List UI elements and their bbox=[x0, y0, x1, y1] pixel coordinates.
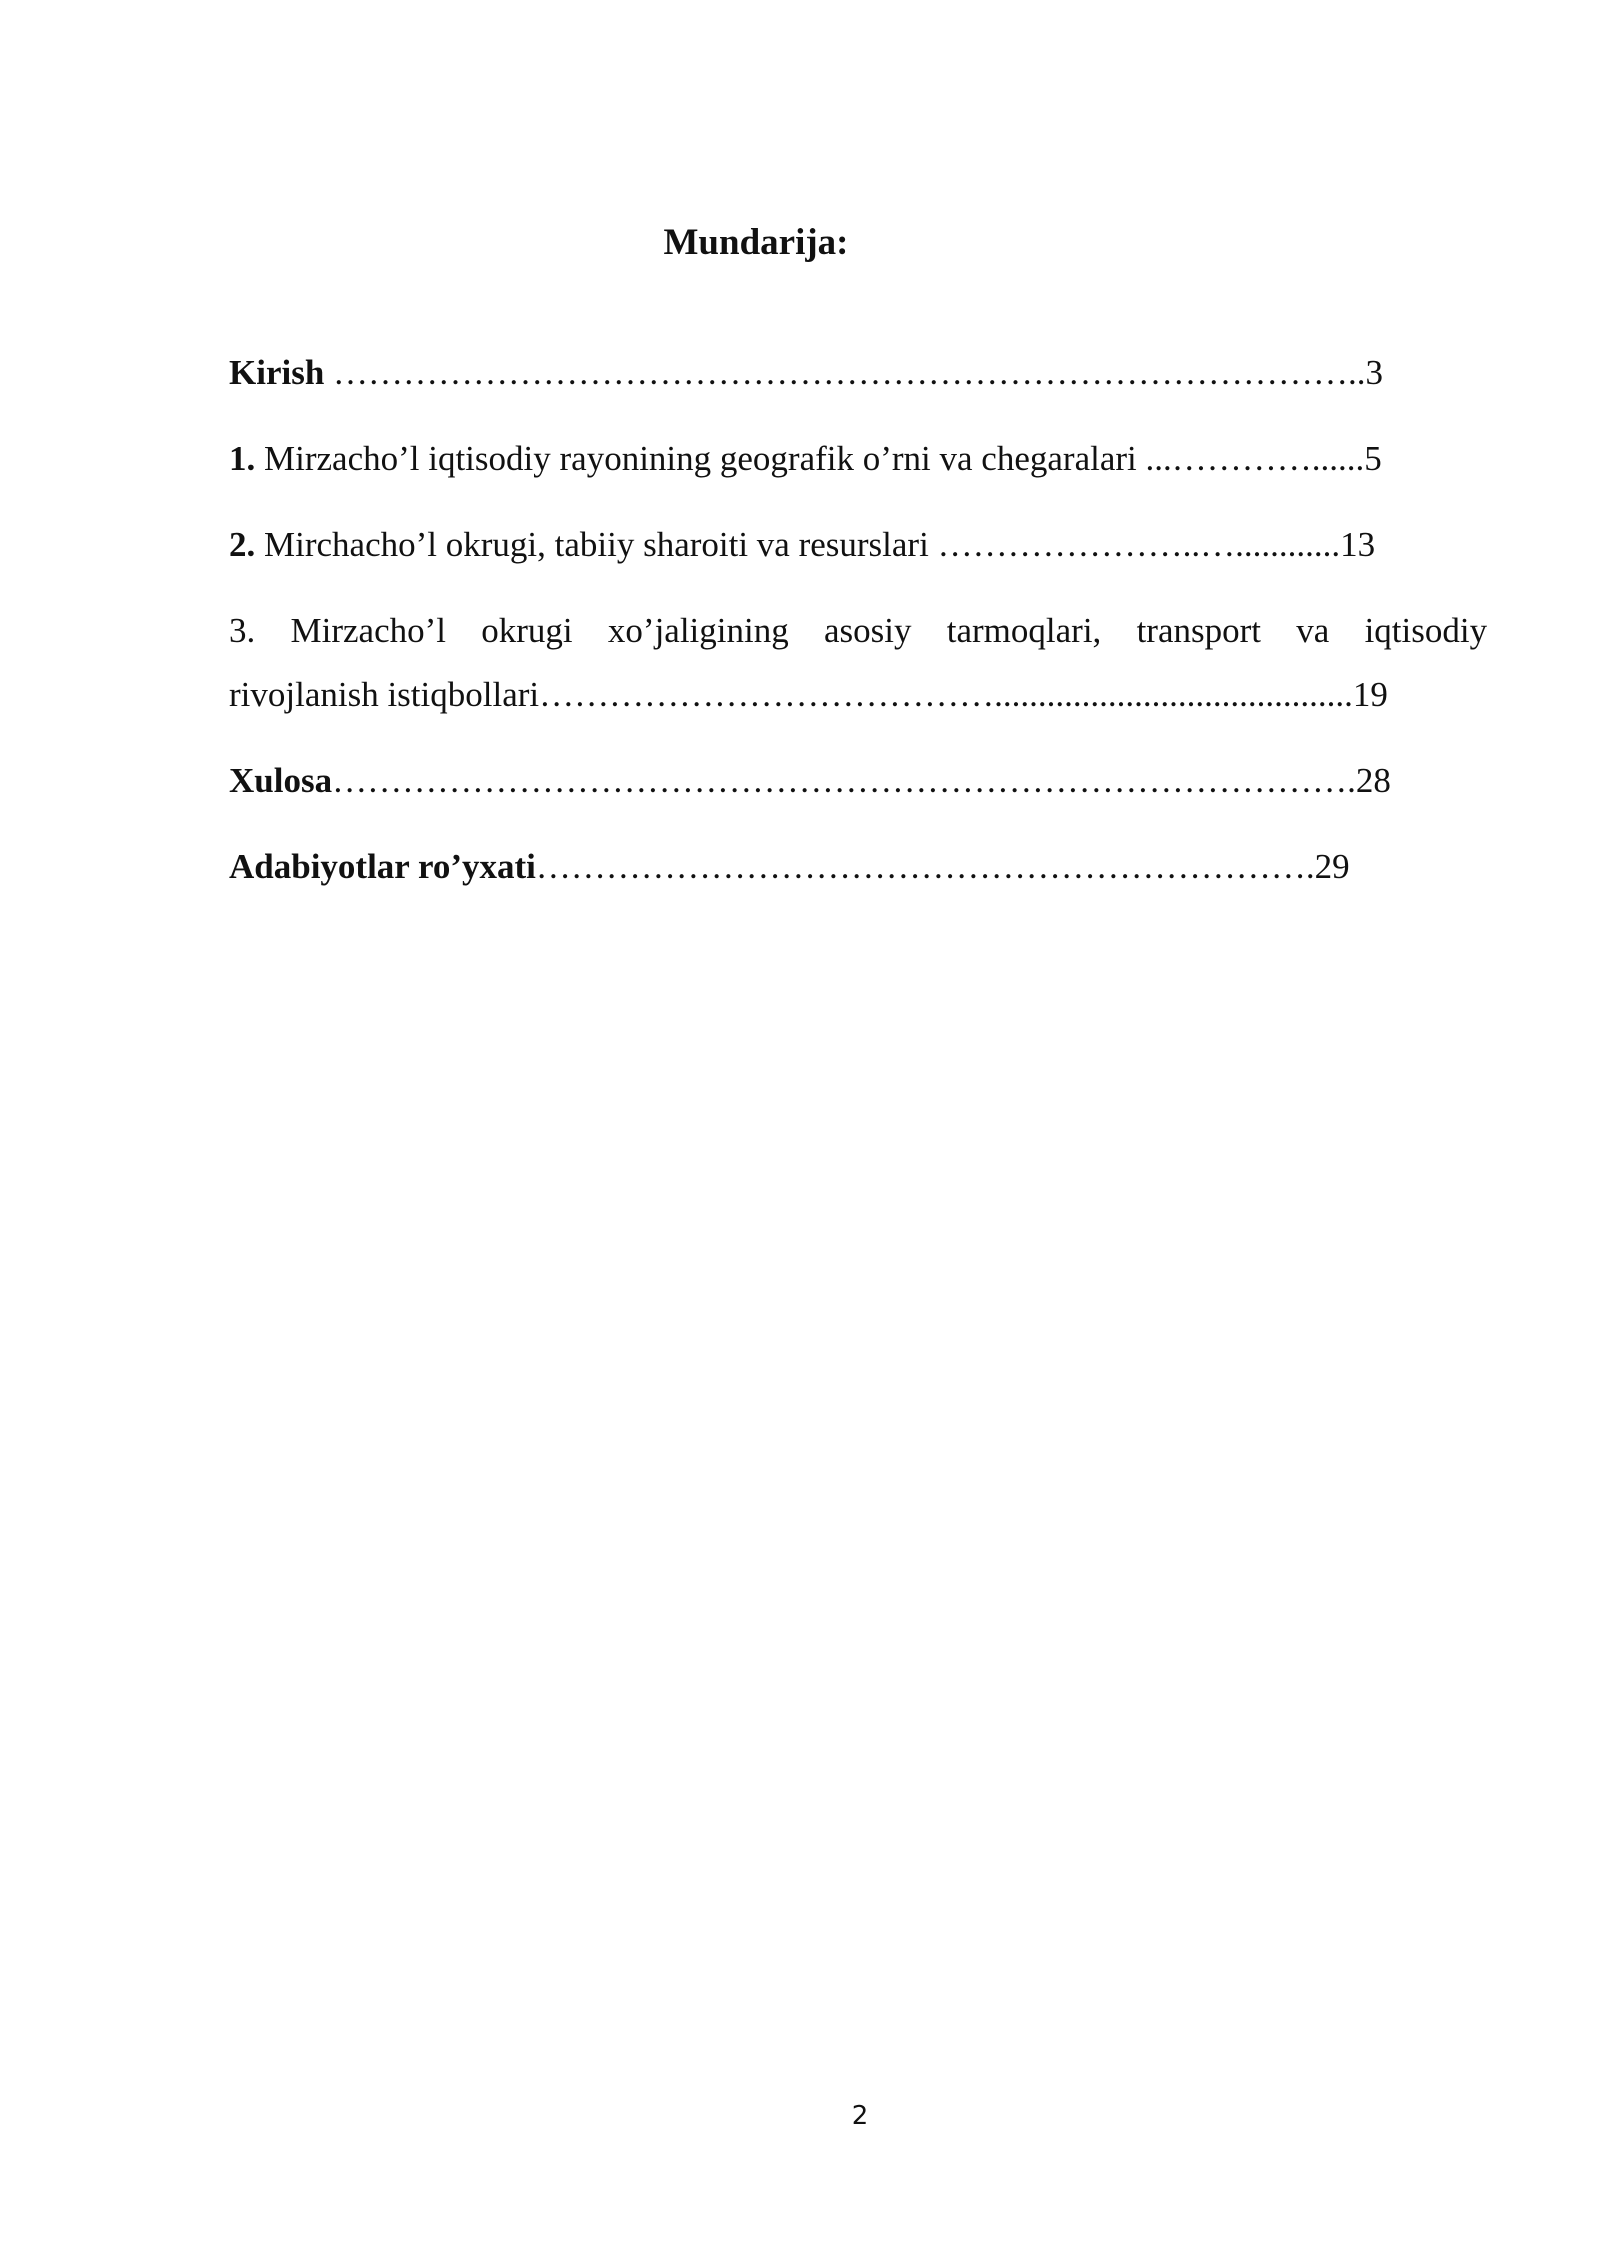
toc-page-number: 13 bbox=[1340, 525, 1376, 564]
toc-leader-dots: ……………………………………………………………………………. bbox=[332, 761, 1356, 800]
toc-entry-label: Kirish bbox=[229, 353, 325, 392]
toc-entry-word: va bbox=[1296, 611, 1330, 650]
toc-entry-word: Mirzacho’l bbox=[290, 611, 446, 650]
toc-entry-section-3-line-2 bbox=[229, 670, 1388, 720]
toc-entry-section-3-line-1 bbox=[229, 606, 1487, 656]
toc-entry-word: transport bbox=[1136, 611, 1261, 650]
toc-leader-dots: …………………………………......................................... bbox=[539, 675, 1353, 714]
toc-entry-text: Mirchacho’l okrugi, tabiiy sharoiti va resurslari bbox=[255, 525, 938, 564]
toc-entry-label: Xulosa bbox=[229, 761, 333, 800]
toc-entry-word: okrugi bbox=[481, 611, 573, 650]
toc-entry-word: tarmoqlari, bbox=[946, 611, 1102, 650]
toc-entry-text: Mirzacho’l iqtisodiy rayonining geografik o’rni va chegaralari bbox=[255, 439, 1146, 478]
toc-entry-text: rivojlanish istiqbollari bbox=[229, 675, 540, 714]
toc-entry-word: asosiy bbox=[824, 611, 912, 650]
toc-page-number: 19 bbox=[1352, 675, 1388, 714]
toc-page-number: 3 bbox=[1365, 353, 1384, 392]
toc-entry-kirish bbox=[229, 348, 1383, 398]
toc-leader-dots: …………………………………………………………………………….. bbox=[324, 353, 1366, 392]
toc-section-number: 1. bbox=[229, 439, 256, 478]
toc-leader-dots: …………………………………………………………. bbox=[535, 847, 1315, 886]
toc-leader-dots: …………………..…............ bbox=[937, 525, 1341, 564]
toc-page-number: 29 bbox=[1314, 847, 1350, 886]
toc-entry-adabiyotlar bbox=[229, 842, 1350, 892]
page-number: 2 bbox=[851, 2101, 869, 2131]
toc-section-number: 3. bbox=[229, 611, 256, 650]
toc-entry-word: xo’jaligining bbox=[607, 611, 789, 650]
toc-page-number: 28 bbox=[1355, 761, 1391, 800]
toc-entry-section-2 bbox=[229, 520, 1375, 570]
toc-section-number: 2. bbox=[229, 525, 256, 564]
toc-entry-xulosa bbox=[229, 756, 1391, 806]
toc-entry-word: iqtisodiy bbox=[1364, 611, 1488, 650]
page-title: Mundarija: bbox=[663, 222, 849, 263]
toc-page-number: 5 bbox=[1364, 439, 1382, 478]
toc-leader-dots: ...…………...... bbox=[1145, 439, 1365, 478]
toc-entry-section-1 bbox=[229, 434, 1382, 484]
toc-entry-label: Adabiyotlar ro’yxati bbox=[229, 847, 536, 886]
